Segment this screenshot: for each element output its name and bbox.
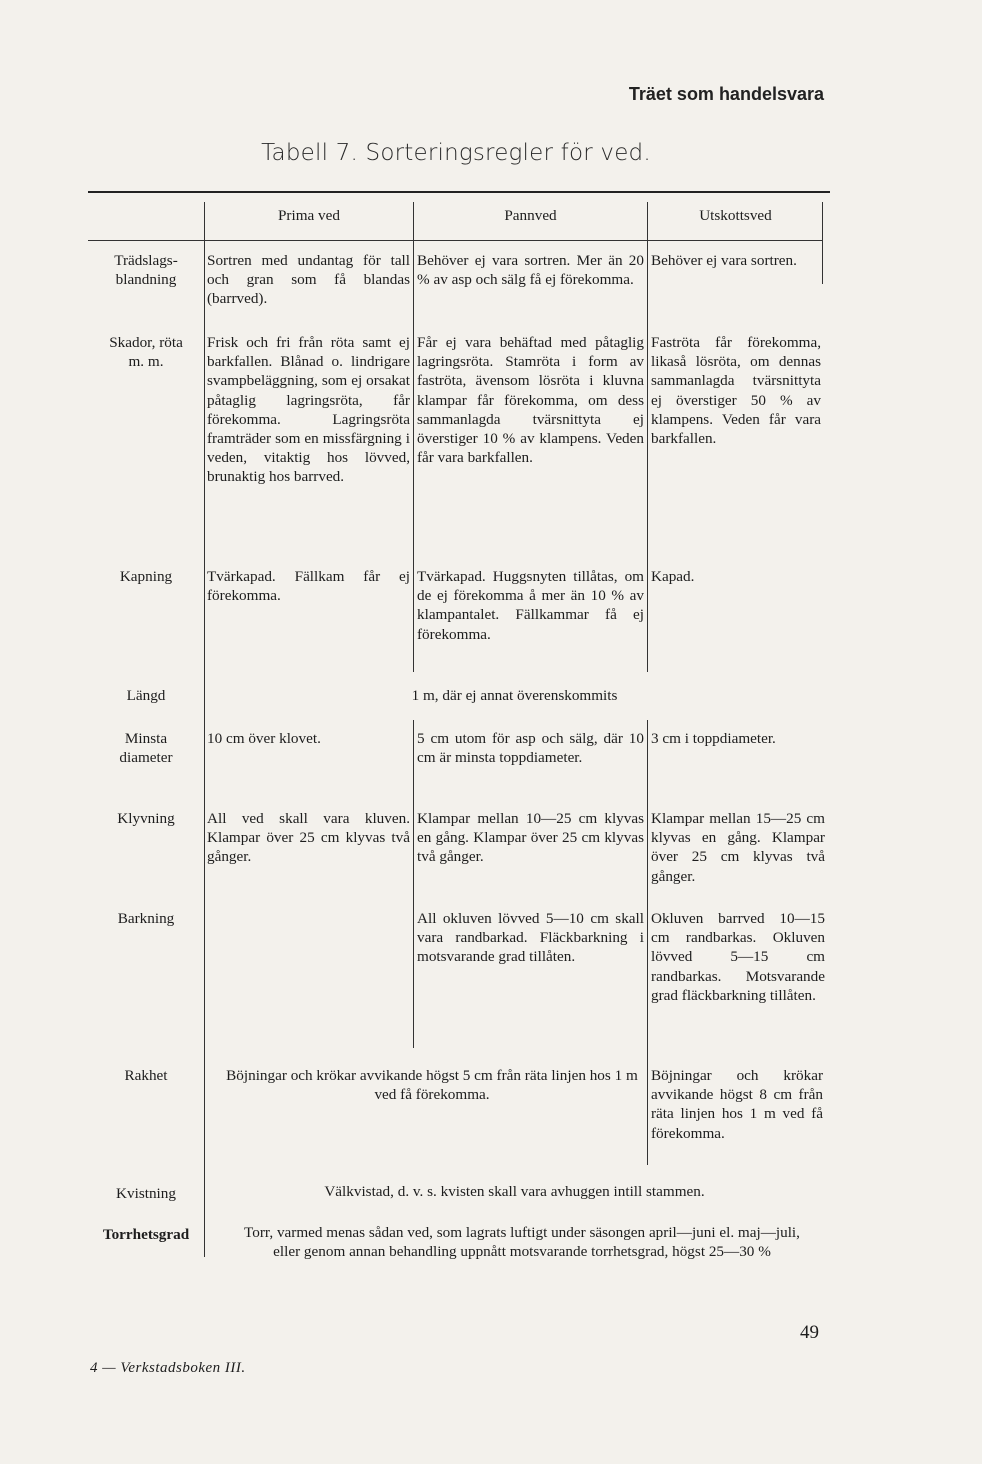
col-rule-2b (413, 720, 414, 1048)
row-label-rakhet: Rakhet (124, 1067, 168, 1084)
tradslag-prima: Sortren med undantag för tall och gran som få blandas (barrved). (207, 252, 410, 308)
diameter-utskott: 3 cm i toppdiameter. (651, 730, 776, 747)
diameter-prima: 10 cm över klovet. (207, 730, 321, 747)
tradslag-pannved: Behöver ej vara sortren. Mer än 20 % av asp och sälg få ej förekomma. (417, 252, 644, 289)
table-caption: Tabell 7. Sorteringsregler för ved. (261, 140, 651, 166)
column-header-utskott: Utskottsved (699, 207, 772, 224)
klyvning-prima: All ved skall vara kluven. Klampar över 25 cm klyvas två gånger. (207, 810, 410, 866)
col-rule-3a (647, 202, 648, 672)
rakhet-prima-pannved: Böjningar och krökar avvikande högst 5 cm från räta linjen hos 1 m ved få förekomma. (226, 1067, 638, 1104)
kapning-utskott: Kapad. (651, 568, 695, 585)
torrhetsgrad-merged: Torr, varmed menas sådan ved, som lagrats luftigt under säsongen april—juni el. maj—juli, eller genom annan behandling uppnått motsvarande torrhetsgrad, högst 25—30 % (244, 1224, 800, 1261)
kapning-prima: Tvärkapad. Fällkam får ej förekomma. (207, 568, 410, 605)
langd-merged: 1 m, där ej annat överenskommits (411, 687, 618, 704)
page-number: 49 (800, 1322, 819, 1343)
row-label-kapning: Kapning (119, 568, 173, 585)
row-label-minsta-diameter: Minsta diameter (119, 730, 173, 767)
skador-pannved: Får ej vara behäftad med påtaglig lagringsröta. Stamröta i form av faströta, ävensom lösröta i kluvna klampar får förekomma, om dess sammanlagda tvärsnittyta ej överstiger 10 % av klampens. Veden får vara barkfallen. (417, 334, 644, 467)
col-rule-1 (204, 202, 205, 1257)
diameter-pannved: 5 cm utom för asp och sälg, där 10 cm är minsta toppdiameter. (417, 730, 644, 767)
row-label-torrhetsgrad: Torrhetsgrad (102, 1226, 190, 1243)
klyvning-pannved: Klampar mellan 10—25 cm klyvas en gång. Klampar över 25 cm klyvas två gånger. (417, 810, 644, 866)
col-rule-3b (647, 720, 648, 1165)
column-header-prima: Prima ved (277, 207, 340, 224)
barkning-pannved: All okluven lövved 5—10 cm skall vara randbarkad. Fläckbarkning i motsvarande grad tillåten. (417, 910, 644, 966)
row-label-barkning: Barkning (117, 910, 175, 927)
col-rule-2a (413, 202, 414, 672)
column-header-pannved: Pannved (504, 207, 557, 224)
skador-prima: Frisk och fri från röta samt ej barkfallen. Blånad o. lindrigare svampbeläggning, som ej orsakat påtaglig lagringsröta, får förekomma. Lagringsröta framträder som en missfärgning i veden, vitaktig hos lövved, brunaktig hos barrved. (207, 334, 410, 486)
footer-reference: 4 — Verkstadsboken III. (90, 1360, 246, 1376)
barkning-utskott: Okluven barrved 10—15 cm randbarkas. Okluven lövved 5—15 cm randbarkas. Motsvarande grad fläckbarkning tillåten. (651, 910, 825, 1004)
row-label-langd: Längd (126, 687, 166, 704)
row-label-tradslag: Trädslags- blandning (114, 252, 178, 289)
row-label-skador: Skador, röta m. m. (109, 334, 183, 371)
klyvning-utskott: Klampar mellan 15—25 cm klyvas en gång. Klampar över 25 cm klyvas två gånger. (651, 810, 825, 885)
tradslag-utskott: Behöver ej vara sortren. (651, 252, 797, 269)
row-label-klyvning: Klyvning (117, 810, 175, 827)
running-title: Träet som handelsvara (628, 84, 824, 104)
header-underline (88, 240, 822, 241)
row-label-kvistning: Kvistning (116, 1185, 176, 1202)
rakhet-utskott: Böjningar och krökar avvikande högst 8 cm från räta linjen hos 1 m ved få förekomma. (651, 1067, 823, 1142)
kvistning-merged: Välkvistad, d. v. s. kvisten skall vara avhuggen intill stammen. (324, 1183, 705, 1200)
table-top-rule (88, 191, 830, 193)
skador-utskott: Faströta får förekomma, likaså lösröta, om dennas sammanlagda tvärsnittyta ej överstiger 50 % av klampens. Veden får vara barkfallen. (651, 334, 821, 448)
kapning-pannved: Tvärkapad. Huggsnyten tillåtas, om de ej förekomma å mer än 10 % av klampantalet. Fällkammar få ej förekomma. (417, 568, 644, 643)
